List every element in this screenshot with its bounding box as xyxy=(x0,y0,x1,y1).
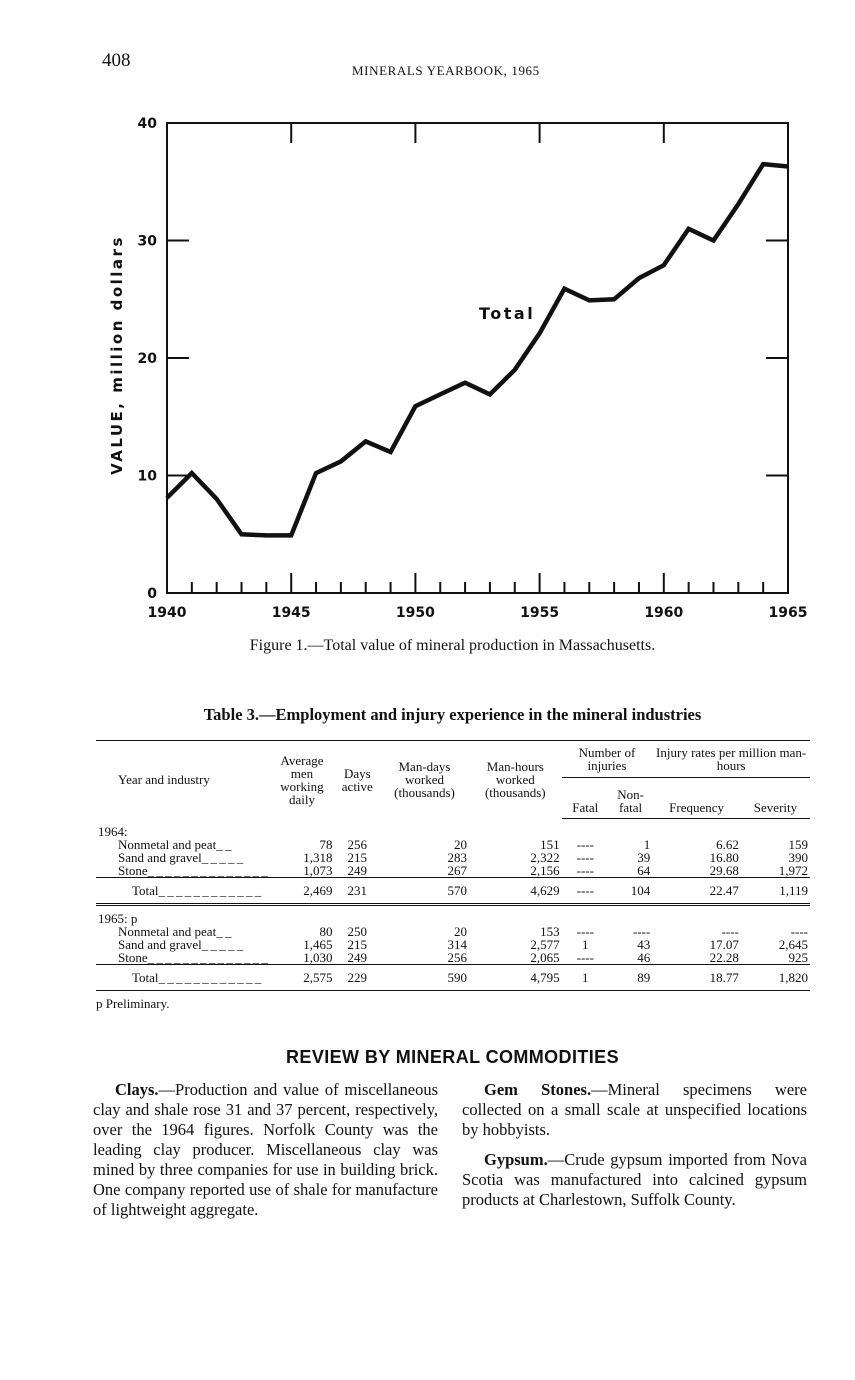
leader-dots: _ _ _ _ _ _ _ _ _ _ _ _ _ _ xyxy=(147,863,268,878)
total-men: 2,469 xyxy=(269,878,334,905)
paragraph-text: —Crude gypsum imported from Nova Scotia was manufactured into calcined gypsum products at Charlestown, Suffolk County. xyxy=(462,1150,807,1209)
plot-frame xyxy=(167,123,788,593)
row-label: Nonmetal and peat xyxy=(118,924,217,939)
paragraph-gypsum xyxy=(462,1150,807,1210)
x-tick-label: 1965 xyxy=(768,605,808,621)
cell-man_hours: 2,322 xyxy=(530,850,560,865)
leader-dots: _ _ _ _ _ xyxy=(201,850,243,865)
cell-fatal: 1 xyxy=(582,937,589,952)
cell-man_days: 20 xyxy=(453,837,467,852)
col-header-injury-rates: Injury rates per million man-hours xyxy=(652,741,810,778)
total-frequency: 22.47 xyxy=(652,878,741,905)
year-label: 1964: xyxy=(98,824,128,839)
col-header-severity: Severity xyxy=(741,778,810,819)
total-nonfatal: 104 xyxy=(609,878,652,905)
x-tick-label: 1945 xyxy=(271,605,311,621)
row-label: Stone xyxy=(118,863,148,878)
x-tick-label: 1940 xyxy=(147,605,187,621)
cell-severity: 390 xyxy=(788,850,808,865)
cell-men: 1,318 xyxy=(303,850,333,865)
col-header-man-hours: Man-hours worked (thousands) xyxy=(484,759,546,801)
plot-border xyxy=(167,123,788,593)
total-days: 229 xyxy=(335,965,381,991)
cell-nonfatal: 64 xyxy=(637,863,651,878)
paragraph-text: —Mineral specimens were collected on a small scale at unspecified locations by hobbyists. xyxy=(462,1080,807,1139)
cell-man_days: 283 xyxy=(447,850,467,865)
cell-nonfatal: ---- xyxy=(632,924,651,939)
cell-fatal: ---- xyxy=(576,850,594,865)
y-tick-label: 30 xyxy=(137,233,157,250)
cell-nonfatal: 43 xyxy=(637,937,651,952)
cell-days: 249 xyxy=(347,950,368,965)
cell-nonfatal: 39 xyxy=(637,850,651,865)
total-frequency: 18.77 xyxy=(652,965,741,991)
paragraph-text: —Production and value of miscellaneous clay and shale rose 31 and 37 percent, respectively, over the 1964 figures. Norfolk County was the leading clay producer. Miscellaneous clay was mined by three companies for use in building brick. One company reported use of shale for manufacture of lightweight aggregate. xyxy=(93,1080,438,1219)
x-tick-label: 1960 xyxy=(644,605,684,621)
cell-severity: 925 xyxy=(788,950,808,965)
total-label-cell xyxy=(96,965,269,991)
total-men: 2,575 xyxy=(269,965,334,991)
cell-days: 215 xyxy=(347,937,368,952)
cell-man_hours: 2,156 xyxy=(530,863,560,878)
col-header-year-industry: Year and industry xyxy=(118,772,210,788)
cell-days: 256 xyxy=(347,837,368,852)
section-heading: REVIEW BY MINERAL COMMODITIES xyxy=(286,1047,619,1067)
cell-man_hours: 153 xyxy=(540,924,560,939)
cell-fatal: ---- xyxy=(576,863,594,878)
cell-man_days: 256 xyxy=(447,950,467,965)
cell-fatal: ---- xyxy=(576,950,594,965)
total-man_days: 570 xyxy=(380,878,469,905)
text-column-right xyxy=(462,1080,807,1220)
col-header-man-days: Man-days worked (thousands) xyxy=(394,759,455,801)
cell-men: 80 xyxy=(319,924,333,939)
run-in-heading: Clays. xyxy=(115,1080,159,1099)
leader-dots: _ _ xyxy=(216,924,231,939)
leader-dots: _ _ _ _ _ _ _ _ _ _ _ _ _ _ xyxy=(147,950,268,965)
total-man_days: 590 xyxy=(380,965,469,991)
cell-frequency: 16.80 xyxy=(709,850,739,865)
total-days: 231 xyxy=(335,878,381,905)
leader-dots: _ _ _ _ _ xyxy=(201,937,243,952)
x-tick-label: 1950 xyxy=(395,605,435,621)
total-row xyxy=(96,965,810,991)
col-header-frequency: Frequency xyxy=(652,778,741,819)
cell-man_hours: 151 xyxy=(540,837,560,852)
employment-injury-table xyxy=(96,740,810,991)
table-row xyxy=(96,951,810,965)
y-tick-label: 0 xyxy=(147,586,157,602)
paragraph-gem-stones xyxy=(462,1080,807,1140)
cell-severity: 2,645 xyxy=(778,937,808,952)
row-label: Sand and gravel xyxy=(118,850,202,865)
run-in-heading: Gypsum. xyxy=(484,1150,548,1169)
col-header-fatal: Fatal xyxy=(562,778,609,819)
series-line-total xyxy=(167,164,788,535)
x-tick-label: 1955 xyxy=(520,605,560,621)
total-fatal: 1 xyxy=(562,965,609,991)
total-nonfatal: 89 xyxy=(609,965,652,991)
y-axis-label: VALUE, million dollars xyxy=(108,235,126,475)
page-number: 408 xyxy=(102,50,131,71)
cell-man_days: 20 xyxy=(453,924,467,939)
series-annotation: Total xyxy=(479,304,536,323)
cell-frequency: 6.62 xyxy=(716,837,739,852)
y-tick-label: 10 xyxy=(137,468,157,485)
run-in-heading: Gem Stones. xyxy=(484,1080,592,1099)
cell-man_days: 314 xyxy=(447,937,467,952)
row-label: Total xyxy=(132,970,159,985)
cell-men: 78 xyxy=(319,837,333,852)
cell-men: 1,073 xyxy=(303,863,333,878)
cell-severity: 159 xyxy=(788,837,808,852)
industry-cell xyxy=(96,951,269,965)
cell-fatal: ---- xyxy=(576,924,594,939)
figure-caption: Figure 1.—Total value of mineral production in Massachusetts. xyxy=(249,637,656,654)
cell-frequency: ---- xyxy=(721,924,739,939)
leader-dots: _ _ _ _ _ _ _ _ _ _ _ _ xyxy=(158,970,261,985)
year-group-row xyxy=(96,819,810,839)
table-title: Table 3.—Employment and injury experience in the mineral industries xyxy=(203,705,702,724)
total-severity: 1,820 xyxy=(741,965,810,991)
industry-cell xyxy=(96,864,269,878)
total-man_hours: 4,795 xyxy=(469,965,562,991)
cell-days: 215 xyxy=(347,850,368,865)
running-head: MINERALS YEARBOOK, 1965 xyxy=(352,63,540,78)
axis-ticks xyxy=(167,123,788,593)
row-label: Total xyxy=(132,883,159,898)
cell-frequency: 17.07 xyxy=(709,937,739,952)
paragraph-clays xyxy=(93,1080,438,1220)
cell-severity: ---- xyxy=(790,924,808,939)
y-tick-label: 20 xyxy=(137,351,157,367)
cell-man_hours: 2,577 xyxy=(530,937,560,952)
total-row xyxy=(96,878,810,905)
table-footnote: p Preliminary. xyxy=(96,996,170,1011)
leader-dots: _ _ xyxy=(216,837,231,852)
cell-men: 1,465 xyxy=(303,937,333,952)
cell-man_hours: 2,065 xyxy=(530,950,560,965)
col-header-nonfatal: Non- fatal xyxy=(609,778,652,819)
row-label: Stone xyxy=(118,950,148,965)
col-header-number-of-injuries: Number of injuries xyxy=(562,741,653,778)
cell-days: 249 xyxy=(347,863,368,878)
cell-fatal: ---- xyxy=(576,837,594,852)
cell-severity: 1,972 xyxy=(778,863,808,878)
y-tick-label: 40 xyxy=(137,116,157,132)
cell-frequency: 29.68 xyxy=(709,863,739,878)
col-header-average-men: Average men working daily xyxy=(280,752,324,807)
cell-nonfatal: 46 xyxy=(637,950,651,965)
row-label: Sand and gravel xyxy=(118,937,202,952)
text-column-left xyxy=(93,1080,438,1230)
cell-men: 1,030 xyxy=(303,950,333,965)
cell-days: 250 xyxy=(347,924,368,939)
cell-frequency: 22.28 xyxy=(709,950,739,965)
total-label-cell xyxy=(96,878,269,905)
x-tick-labels xyxy=(148,605,808,621)
col-header-days-active: Days active xyxy=(341,765,373,794)
row-label: Nonmetal and peat xyxy=(118,837,217,852)
total-man_hours: 4,629 xyxy=(469,878,562,905)
line-chart xyxy=(95,105,815,630)
total-fatal: ---- xyxy=(562,878,609,905)
cell-man_days: 267 xyxy=(447,863,467,878)
year-group-row xyxy=(96,905,810,926)
year-label: 1965: p xyxy=(98,911,138,926)
leader-dots: _ _ _ _ _ _ _ _ _ _ _ _ xyxy=(158,883,261,898)
cell-nonfatal: 1 xyxy=(643,837,651,852)
table-row xyxy=(96,864,810,878)
total-severity: 1,119 xyxy=(741,878,810,905)
y-tick-labels xyxy=(138,116,158,602)
